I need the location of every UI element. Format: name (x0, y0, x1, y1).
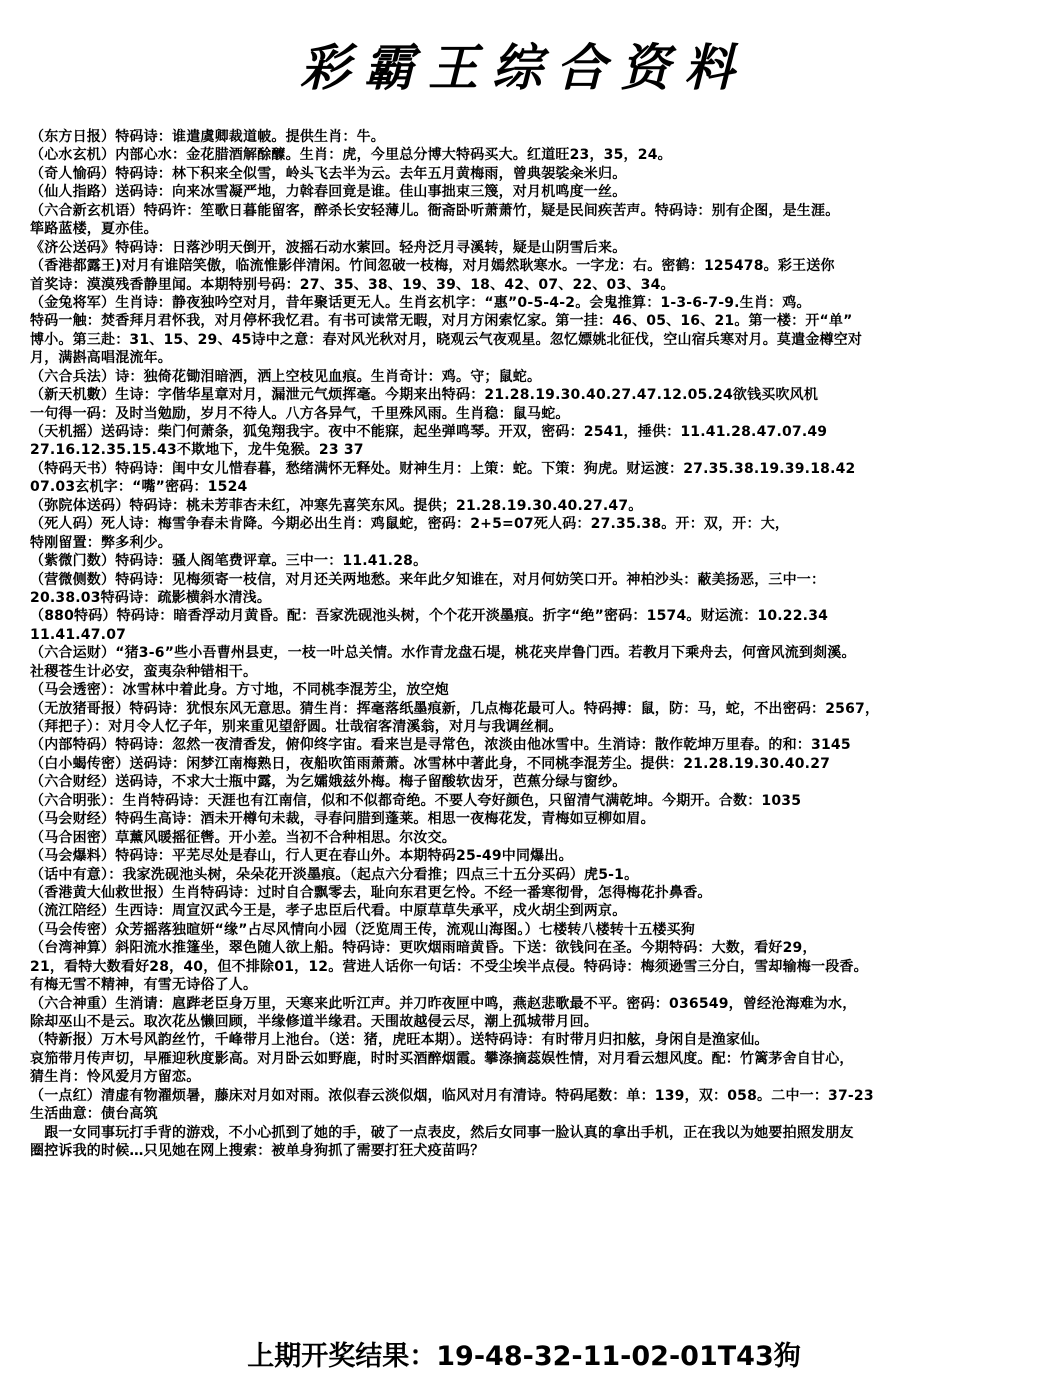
text-line: （马合困密）草薰风暖摇征辔。开小差。当初不合种相思。尔汝交。 (30, 829, 456, 846)
text-line: （流江陪经）生西诗：周宣汉武今王是，孝子忠臣后代看。中原草草失承平，戍火胡尘到两京。 (30, 903, 627, 920)
text-line: 有梅无雪不精神，有雪无诗俗了人。 (30, 977, 258, 994)
text-line: （香港都露王)对月有谁陪笑傲，临流惟影伴清闲。竹间忽破一枝梅，对月嫣然耿寒水。一字龙：右。密鹤：125478。彩王送你 (30, 258, 835, 275)
text-line: 除却巫山不是云。取次花丛懒回顾，半缘修道半缘君。天围故越侵云尽，潮上孤城带月回。 (30, 1014, 598, 1030)
text-line: 《济公送码》特码诗：日落沙明天倒开，波摇石动水萦回。轻舟泛月寻溪转，疑是山阴雪后来。 (30, 239, 627, 256)
text-line: （一点红）清虚有物濯烦暑，藤床对月如对雨。浓似春云淡似烟，临风对月有清诗。特码尾数：单：139，双：058。二中一：37-23 (30, 1087, 874, 1104)
text-line: （马会爆料）特码诗：平芜尽处是春山，行人更在春山外。本期特码25-49中同爆出。 (30, 848, 573, 865)
text-line: （死人码）死人诗：梅雪争春未肯降。今期必出生肖：鸡鼠蛇，密码：2+5=07死人码：27.35.38。开：双，开：大， (30, 516, 790, 533)
text-line: 一句得一码：及时当勉励，岁月不待人。八方各异气，千里殊风雨。生肖稳：鼠马蛇。 (30, 405, 570, 422)
text-line: （东方日报）特码诗：谁遣虞卿裁道帔。提供生肖：牛。 (30, 129, 385, 145)
text-line: （营微侧数）特码诗：见梅须寄一枝信，对月还关两地愁。来年此夕知谁在，对月何妨笑口开。神柏沙头：蔽美扬恶，三中一： (30, 571, 826, 588)
text-line: （六合兵法）诗：独倚花锄泪暗洒，洒上空枝见血痕。生肖奇计：鸡。守；鼠蛇。 (30, 368, 542, 385)
text-line: 特刚留置：弊多利少。 (30, 534, 172, 551)
text-line: （内部特码）特码诗：忽然一夜清香发，俯仰终字宙。看来岂是寻常色，浓淡由他冰雪中。生消诗：散作乾坤万里春。的和：3145 (30, 737, 851, 754)
text-line: 21，看特大数看好28，40，但不排除01，12。营进人话你一句话：不受尘埃半点侵。特码诗：梅须逊雪三分白，雪却输梅一段香。 (30, 958, 868, 975)
page-title: 彩霸王综合资料 (300, 38, 748, 97)
text-line: （拜把子）：对月令人忆子年，别来重见望舒圆。壮哉宿客清溪翁，对月与我调丝桐。 (30, 719, 563, 735)
text-line: （六合财经）送码诗，不求大士瓶中露，为乞孀娥兹外梅。梅子留酸软齿牙，芭蕉分绿与窗纱。 (30, 774, 627, 791)
text-line: 筚路蓝楼，夏亦佳。 (30, 221, 158, 238)
text-line: 社稷苍生计必安，蛮夷杂种错相干。 (30, 663, 258, 680)
text-line: （新天机數）生诗：字偕华星章对月，漏泄元气烦挥毫。今期来出特码：21.28.19.30.40.27.47.12.05.24欲钱买吹风机 (30, 387, 819, 404)
text-line: 月，满斟高唱混流年。 (30, 350, 172, 367)
text-line: 07.03玄机字：“嘴”密码：1524 (30, 479, 248, 496)
text-line: （台湾神算）斜阳流水推篷坐，翠色随人欲上船。特码诗：更吹烟雨暗黄昏。下送：欲钱问在圣。今期特码：大数，看好29， (30, 940, 817, 957)
text-line: （白小蝎传密）送码诗：闲梦江南梅熟日，夜船吹笛雨萧萧。冰雪林中著此身，不同桃李混芳尘。提供：21.28.19.30.40.27 (30, 755, 831, 772)
text-line: 跟一女同事玩打手背的游戏，不小心抓到了她的手，破了一点表皮，然后女同事一脸认真的拿出手机，正在我以为她要拍照发朋友 (30, 1124, 854, 1141)
text-line: （香港黄大仙救世报）生肖特码诗：过时自合飘零去，耻向东君更乞怜。不经一番寒彻骨，怎得梅花扑鼻香。 (30, 884, 712, 901)
text-line: （弥院体送码）特码诗：桃未芳菲杏未红，冲寒先喜笑东风。提供；21.28.19.30.40.27.47。 (30, 497, 643, 514)
text-line: 猜生肖：怜风爱月方留恋。 (30, 1069, 201, 1086)
last-draw-result: 上期开奖结果：19-48-32-11-02-01T43狗 (247, 1341, 801, 1372)
document-body (30, 128, 1042, 1161)
text-line: （马会透密）：冰雪林中着此身。方寸地，不同桃李混芳尘，放空炮 (30, 682, 449, 699)
text-line: （880特码）特码诗：暗香浮动月黄昏。配：吾家洗砚池头树，个个花开淡墨痕。折字“绝”密码：1574。财运流：10.22.34 (30, 608, 829, 625)
text-line: （心水玄机）内部心水：金花腊酒解酴醾。生肖：虎，今里总分博大特码买大。红道旺23，35，24。 (30, 147, 672, 164)
text-line: （特新报）万木号风韵丝竹，千峰带月上池台。（送：猪，虎旺本期）。送特码诗：有时带月归扣舷，身闲自是渔家仙。 (30, 1032, 769, 1049)
text-line: （特码天书）特码诗：闺中女儿惜春暮，愁绪满怀无释处。财神生月：上策：蛇。下策：狗虎。财运渡：27.35.38.19.39.18.42 (30, 460, 856, 477)
text-line: （六合明张）：生肖特码诗：天涯也有江南信，似和不似都奇绝。不要人夸好颜色，只留清气满乾坤。今期开。合数：1035 (30, 792, 802, 809)
text-line: 首奖诗：漠漠残香静里闻。本期特别号码：27、35、38、19、39、18、42、07、22、03、34。 (30, 276, 675, 293)
text-line: （仙人指路）送码诗：向来冰雪凝严地，力斡春回竟是谁。佳山事拙束三篾，对月机鸣度一丝。 (30, 184, 627, 201)
text-line: （马会传密）众芳摇落独暄妍“缘”占尽风情向小园（泛览周王传，流观山海图。）七楼转八楼转十五楼买狗 (30, 921, 695, 938)
text-line: 11.41.47.07 (30, 626, 127, 643)
text-line: （六合神重）生消请：扈跸老臣身万里，天寒来此听江声。并刀昨夜匣中鸣，燕赵悲歌最不平。密码：036549，曾经沧海难为水， (30, 995, 857, 1012)
text-line: （话中有意）：我家洗砚池头树，朵朵花开淡墨痕。（起点六分看推；四点三十五分买码）虎5-1。 (30, 866, 639, 883)
text-line: 博小。第三赴：31、15、29、45诗中之意：春对风光秋对月，晓观云气夜观星。忽忆嫖姚北征伐，空山宿兵寒对月。莫遣金樽空对 (30, 331, 863, 348)
text-line: 27.16.12.35.15.43不欺地下，龙牛兔猴。23 37 (30, 442, 364, 459)
text-line: （天机摇）送码诗：柴门何萧条，狐兔翔我宇。夜中不能寐，起坐弹鸣琴。开双，密码：2541，捶供：11.41.28.47.07.49 (30, 424, 828, 440)
text-line: 20.38.03特码诗：疏影横斜水清浅。 (30, 589, 272, 606)
text-line: （紫微门数）特码诗：骚人阁笔费评章。三中一：11.41.28。 (30, 553, 428, 570)
text-line: 特码一触：焚香拜月君怀我，对月停杯我忆君。有书可读常无暇，对月方闲索忆家。第一挂：46、05、16、21。第一楼：开“单” (30, 313, 853, 330)
text-line: （金兔将军）生肖诗：静夜独吟空对月，昔年聚话更无人。生肖玄机字：“惠”0-5-4-2。会鬼推算：1-3-6-7-9.生肖：鸡。 (30, 294, 811, 311)
text-line: 圈控诉我的时候…只见她在网上搜索：被单身狗抓了需要打狂犬疫苗吗？ (30, 1143, 485, 1160)
text-line: 哀笳带月传声切，早雁迎秋度影高。对月卧云如野鹿，时时买酒醉烟霞。攀涤摘蕊娱性情，对月看云想风度。配：竹篱茅舍自甘心， (30, 1050, 854, 1067)
text-line: （六合运财）“猪3-6”些小吾曹州县吏，一枝一叶总关情。水作青龙盘石堤，桃花夹岸鲁门西。若教月下乘舟去，何啻风流到剡溪。 (30, 645, 856, 662)
text-line: （六合新玄机语）特码许：笙歌日暮能留客，醉杀长安轻薄儿。衙斋卧听萧萧竹，疑是民间疾苦声。特码诗：别有企图，是生涯。 (30, 202, 840, 219)
text-line: （奇人愉码）特码诗：林下积来全似雪，岭头飞去半为云。去年五月黄梅雨，曾典袈裟籴米归。 (30, 165, 627, 182)
text-line: 生活曲意：债台高筑 (30, 1106, 158, 1123)
text-line: （无放猪哥报）特码诗：犹恨东风无意思。猜生肖：挥毫落纸墨痕新，几点梅花最可人。特码搏：鼠，防：马，蛇，不出密码：2567， (30, 700, 880, 717)
text-line: （马会财经）特码生高诗：酒未开樽句未裁，寻春问腊到蓬莱。相思一夜梅花发，青梅如豆柳如眉。 (30, 811, 655, 828)
